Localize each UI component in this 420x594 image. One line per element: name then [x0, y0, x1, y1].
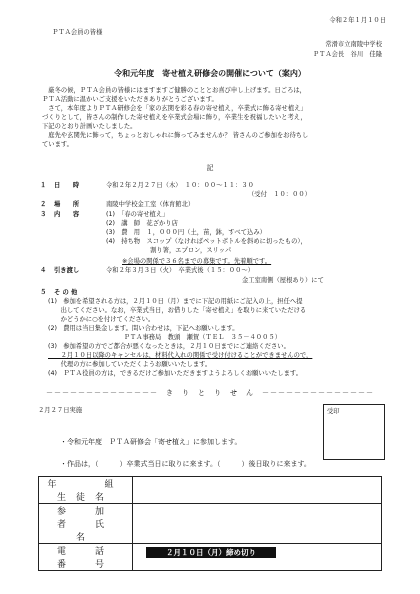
- item-4-number: ４: [40, 267, 47, 274]
- note-line: かどうかに○を付けてください。: [48, 316, 155, 323]
- intro-line: ＰＴＡ活動に温かいご支援をいただきありがとうございます。: [42, 96, 218, 103]
- event-place: 南陵中学校金工室（体育館北）: [106, 201, 195, 208]
- form-row: [39, 477, 382, 504]
- pickup-line: ・作品は，（ ）卒業式当日に取りに来ます。（ ）後日取りに来ます。: [60, 460, 311, 468]
- note-line: 代理の方に参加していただくようお願いいたします。: [48, 361, 212, 368]
- form-label-class-student: 年 組 生徒名: [39, 477, 133, 504]
- intro-line: さて，本年度よりＰＴＡ研修会を「家の玄関を彩る春の寄せ植え，卒業式に飾る寄せ植え」: [42, 105, 307, 112]
- content-line: (3) 費 用 １，０００円（土，苗，鉢，すべて込み）: [106, 229, 266, 236]
- item-1-label: 日 時: [54, 182, 80, 189]
- content-line: (2) 講 師 花ざかり店: [106, 220, 178, 227]
- sender-name: ＰＴＡ会長 谷川 佳隆: [312, 51, 382, 58]
- intro-line: 庭先や玄関先に飾って，ちょっとおしゃれに飾ってみませんか？ 皆さんのご参加をお待ちし: [42, 132, 309, 139]
- intro-paragraph: [42, 86, 308, 149]
- slip-header: ２月２７日実施: [38, 407, 83, 414]
- note-line: (2) 費用は当日集金します。問い合わせは，下記へお願いします。: [48, 325, 239, 332]
- handover-place: 金工室南側（屋根あり）にて: [242, 277, 324, 284]
- note-line: (4) ＰＴＡ役員の方は，できるだけご参加いただきますようよろしくお願いいたします。: [48, 370, 302, 377]
- deadline-banner: ２月１０日（月）締め切り: [146, 547, 276, 558]
- notes-list: [48, 297, 312, 378]
- event-datetime: 令和２年２月２７日（木） １０：００～１１：３０: [106, 182, 254, 189]
- handover-datetime: 令和２年３月３日（火） 卒業式後（１５：００～）: [106, 267, 254, 274]
- item-3-number: ３: [40, 211, 47, 218]
- item-3-label: 内 容: [54, 211, 80, 218]
- note-line: ＰＴＡ事務局 教頭 瀬賀（ＴＥＬ ３５－４００５）: [48, 334, 281, 341]
- item-5-number: ５: [40, 289, 47, 296]
- capacity-note: ※会場の関係で３６名までの募集です。先着順です。: [122, 258, 272, 265]
- intro-line: 下記のとおり計画いたしました。: [42, 123, 137, 130]
- content-line: (4) 持ち物 スコップ（なければペットボトルを斜めに切ったもの），: [106, 238, 307, 245]
- note-line: ２月１０日以降のキャンセルは，材料代入れの関係で受け付けることができませんので，: [48, 352, 313, 359]
- document-title: 令和元年度 寄せ植え研修会の開催について（案内）: [114, 69, 306, 78]
- cut-line: －－－－－－－－－－－－－－ き り と り せ ん －－－－－－－－－－－－－－: [46, 389, 374, 397]
- content-list: [106, 210, 307, 255]
- note-line: 出してください。なお，卒業式当日，お借りした「寄せ植え」を取りに来ていただける: [48, 307, 307, 314]
- intro-line: 厳冬の候，ＰＴＡ会員の皆様にはますますご健勝のこととお喜び申し上げます。日ごろは，: [42, 87, 306, 94]
- reception-time: （受付 １０：００）: [248, 191, 311, 198]
- item-1-number: １: [40, 182, 47, 189]
- letter-date: 令和２年１月１０日: [329, 17, 386, 24]
- form-row: [39, 504, 382, 544]
- intro-line: ています。: [42, 141, 73, 148]
- participation-line: ・令和元年度 ＰＴＡ研修会「寄せ植え」に参加します。: [60, 438, 242, 446]
- form-field-class-student[interactable]: [133, 477, 382, 504]
- item-4-label: 引き渡し: [54, 267, 80, 274]
- form-label-participant: 参 加 者 氏 名: [39, 504, 133, 544]
- school-name: 常滑市立南陵中学校: [325, 41, 382, 48]
- note-line: (3) 参加希望の方でご都合が悪くなったときは，２月１０日までにご連絡ください。: [48, 343, 290, 350]
- item-5-label: そ の 他: [54, 289, 78, 296]
- form-field-participant[interactable]: [133, 504, 382, 544]
- item-2-label: 場 所: [54, 201, 80, 208]
- recipient: ＰＴＡ会員の皆様: [52, 29, 103, 36]
- stamp-label: 受印: [327, 408, 340, 415]
- content-line: 割り箸，エプロン，スリッパ: [106, 247, 232, 254]
- content-line: (1) 「春の寄せ植え」: [106, 211, 169, 218]
- intro-line: づくりとして，皆さんの制作した寄せ植えを卒業式会場に飾り，卒業生を祝福したいと考え，: [42, 114, 307, 121]
- ki-heading: 記: [206, 164, 214, 172]
- item-2-number: ２: [40, 201, 47, 208]
- note-line: (1) 参加を希望される方は，２月１０日（月）までに下記の用紙にご記入の上，担任へ提: [48, 298, 303, 305]
- stamp-box: [323, 404, 385, 460]
- form-label-phone: 電 話 番 号: [39, 544, 133, 571]
